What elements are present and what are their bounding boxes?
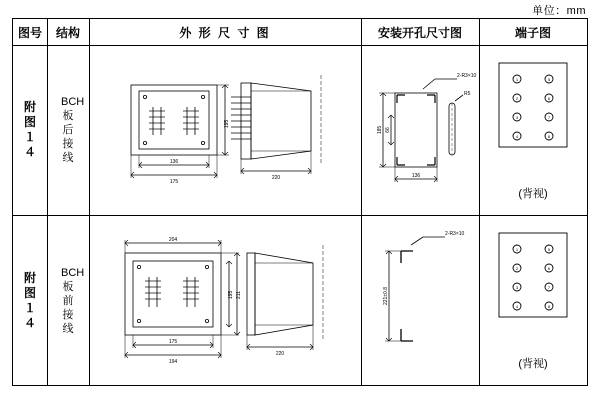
row1-dim-r5: R5	[464, 91, 471, 97]
row2-structure-cell	[47, 215, 89, 386]
row1-dim-136: 136	[169, 159, 179, 165]
row2-dim-220: 220	[275, 351, 285, 357]
row2-mounting-drawing	[361, 215, 479, 386]
row1-term-l3: 3	[515, 115, 519, 120]
row2-terminal-drawing	[479, 215, 587, 386]
row1-mounting-drawing	[361, 45, 479, 215]
row2-backview-caption: (背视)	[518, 358, 548, 370]
row2-dim-195: 195	[228, 290, 234, 300]
row1-dim-175: 175	[169, 179, 179, 185]
row1-structure-cell	[47, 45, 89, 215]
header-structure: 结构	[55, 25, 80, 40]
header-terminal: 端子图	[514, 25, 551, 40]
row1-fig-no: 附图１４	[23, 100, 36, 159]
row2-fig-no-cell	[13, 215, 47, 386]
row1-term-r1: 5	[547, 77, 551, 82]
row2-term-r4: 8	[547, 304, 551, 309]
row1-dim-2r3x10: 2-R3×10	[457, 73, 477, 79]
header-outline: 外 形 尺 寸 图	[179, 25, 271, 40]
dimension-table	[12, 18, 588, 386]
row1-outline-drawing	[89, 45, 361, 215]
row2-dim-204: 204	[168, 237, 178, 243]
row1-dim-220: 220	[271, 175, 281, 181]
row2-term-l1: 1	[515, 247, 519, 252]
row2-structure: BCH板前接线	[61, 266, 85, 335]
row2-term-r2: 6	[547, 266, 551, 271]
row2-term-r3: 7	[547, 285, 551, 290]
row1-dim-66: 66	[385, 127, 391, 133]
row1-term-r4: 8	[547, 134, 551, 139]
row1-backview-caption: (背视)	[518, 188, 548, 200]
row1-fig-no-cell	[13, 45, 47, 215]
row1-term-r3: 7	[547, 115, 551, 120]
row2-dim-194: 194	[168, 359, 178, 365]
header-mounting: 安装开孔尺寸图	[377, 25, 462, 40]
row1-dim-136b: 136	[411, 173, 421, 179]
row1-structure: BCH板后接线	[61, 96, 85, 164]
row2-dim-175: 175	[168, 339, 178, 345]
row1-term-l2: 2	[515, 96, 519, 101]
header-fig-no: 图号	[17, 25, 42, 40]
unit-note: 单位：mm	[532, 5, 586, 17]
row1-term-r2: 6	[547, 96, 551, 101]
row1-dim-195: 195	[224, 119, 230, 129]
row2-fig-no: 附图１４	[23, 270, 36, 330]
row2-dim-221: 221±0.8	[383, 286, 389, 306]
row2-outline-drawing	[89, 215, 361, 386]
row1-dim-185: 185	[377, 125, 383, 135]
row2-term-l2: 2	[515, 266, 519, 271]
row1-term-l4: 4	[515, 134, 519, 139]
row2-dim-2r3x10: 2-R3×10	[445, 231, 465, 237]
row1-terminal-drawing	[479, 45, 587, 215]
row2-dim-211: 211	[236, 291, 242, 299]
row2-term-r1: 5	[547, 247, 551, 252]
row1-term-l1: 1	[515, 77, 519, 82]
row2-term-l3: 3	[515, 285, 519, 290]
row2-term-l4: 4	[515, 304, 519, 309]
